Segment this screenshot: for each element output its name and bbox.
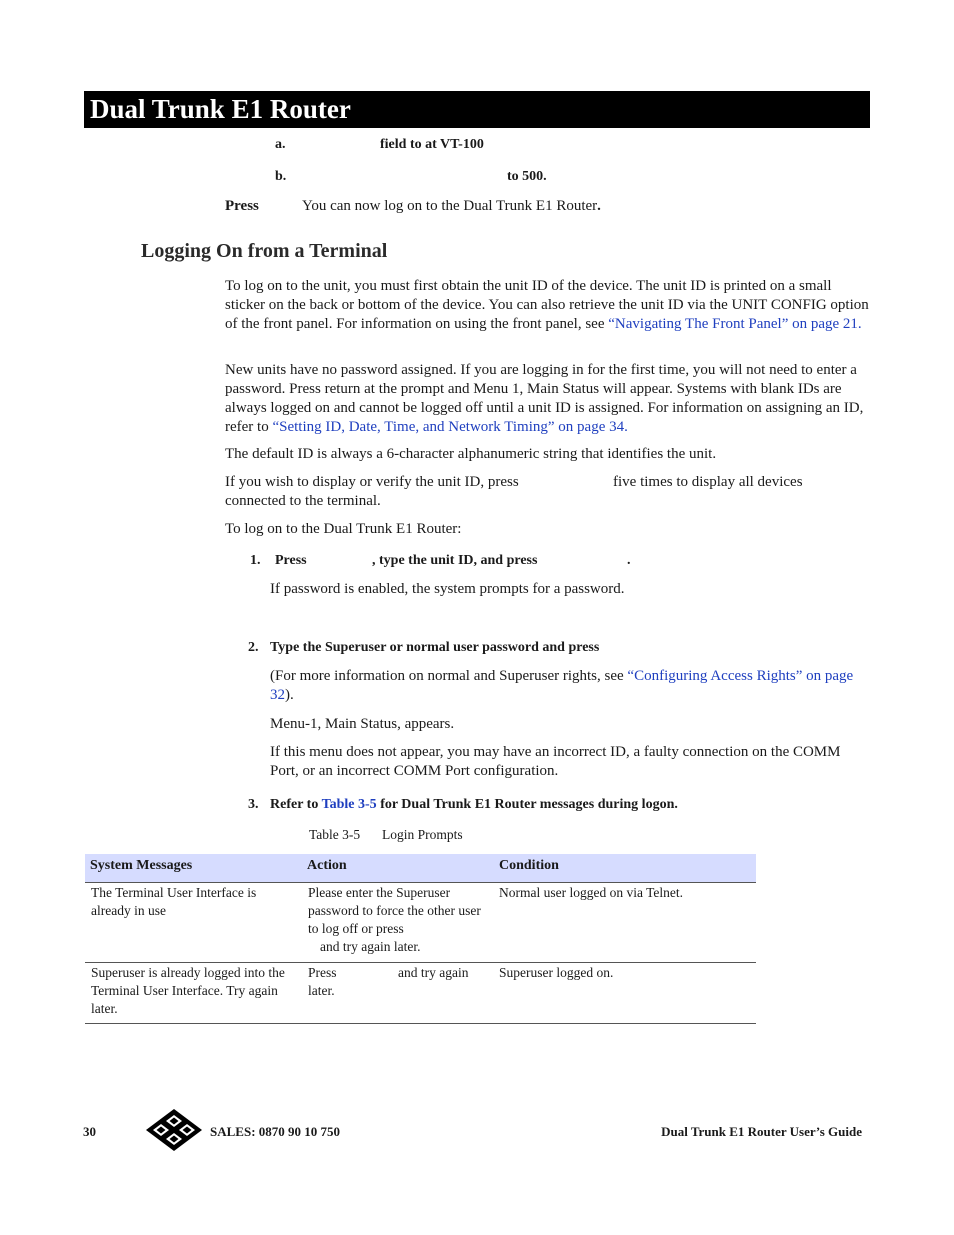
row2-message: Superuser is already logged into the Terminal User Interface. Try again later. <box>91 965 285 1016</box>
paragraph-default-id: The default ID is always a 6-character alphanumeric string that identifies the unit. <box>225 446 717 462</box>
row1-condition: Normal user logged on via Telnet. <box>499 885 684 900</box>
link-period: . <box>624 419 628 435</box>
step1-end: . <box>627 553 631 568</box>
press-line-text <box>302 197 601 216</box>
step3-number: 3. <box>248 797 259 812</box>
press-label: Press <box>225 198 259 214</box>
step1-number: 1. <box>250 553 261 568</box>
row2-action-b: and try again <box>398 965 469 980</box>
row2-action-c: later. <box>308 983 335 998</box>
link-navigating-front-panel[interactable]: “Navigating The Front Panel” on page 21 <box>608 316 858 332</box>
press-line-body: You can now log on to the Dual Trunk E1 Router <box>302 198 598 214</box>
step3-text <box>270 796 678 814</box>
step2-note-incorrect: If this menu does not appear, you may have an incorrect ID, a faulty connection on the COMM Port, or an incorrect COMM Port configuration. <box>270 744 841 779</box>
paragraph-unit-id <box>225 277 873 334</box>
row1-action-b: and try again later. <box>320 939 421 954</box>
link-period: . <box>857 316 862 332</box>
step1-press: Press <box>275 553 307 568</box>
step1-note: If password is enabled, the system prompts for a password. <box>270 581 625 597</box>
footer-guide-title: Dual Trunk E1 Router User’s Guide <box>661 1124 862 1139</box>
row2-condition: Superuser logged on. <box>499 965 614 980</box>
step2-note-access <box>270 667 870 705</box>
page-title: Dual Trunk E1 Router <box>90 94 351 124</box>
paragraph-log-on: To log on to the Dual Trunk E1 Router: <box>225 521 462 537</box>
substep-a-text: field to at VT-100 <box>380 137 484 152</box>
link-setting-id[interactable]: “Setting ID, Date, Time, and Network Timing” on page 34 <box>272 419 625 435</box>
substep-b-text: to 500. <box>507 169 547 184</box>
table-header-condition: Condition <box>499 858 559 873</box>
table-header-system-messages: System Messages <box>90 858 193 873</box>
link-table-3-5[interactable]: Table 3-5 <box>321 797 377 812</box>
note-end: ). <box>285 687 294 703</box>
step2-note-menu: Menu-1, Main Status, appears. <box>270 716 455 732</box>
step3-b: for Dual Trunk E1 Router messages during logon. <box>376 797 678 812</box>
row1-message: The Terminal User Interface is already in use <box>91 885 257 918</box>
paragraph-text: To log on to the unit, you must first obtain the unit ID of the device. The unit ID is printed on a small sticker on the back or bottom of the device. You can also retrieve the unit ID via the UNIT CONFIG option of the front panel. For information on using the front panel, see <box>225 278 869 332</box>
step1-middle: , type the unit ID, and press <box>372 553 538 568</box>
table-caption-number: Table 3-5 <box>309 827 361 842</box>
header-bar <box>84 91 870 128</box>
table-header <box>85 854 756 883</box>
substep-b-marker: b. <box>275 169 287 184</box>
black-box-logo-icon <box>146 1109 202 1151</box>
step2-number: 2. <box>248 640 259 655</box>
paragraph-text: New units have no password assigned. If you are logging in for the first time, you will not need to enter a password. Press return at the prompt and Menu 1, Main Status will appear. Systems with blank IDs are always logged on and cannot be logged off until a unit ID is assigned. For information on assigning an ID, refer to <box>225 362 864 435</box>
substep-a-marker: a. <box>275 137 286 152</box>
section-title: Logging On from a Terminal <box>141 240 388 262</box>
step3-a: Refer to <box>270 797 322 812</box>
table-header-action: Action <box>307 858 347 873</box>
press-line-period: . <box>597 198 601 214</box>
page-number: 30 <box>83 1124 96 1139</box>
row2-action-a: Press <box>308 965 337 980</box>
row1-action-a: Please enter the Superuser password to force the other user to log off or press <box>308 885 481 936</box>
paragraph-no-password <box>225 361 873 437</box>
note-text: (For more information on normal and Superuser rights, see <box>270 668 628 684</box>
table-bottom-border <box>85 1023 756 1024</box>
paragraph-verify-id-b: five times to display all devices <box>613 474 803 490</box>
link-configuring-access-rights[interactable]: “Configuring Access Rights” on page 32 <box>270 668 854 703</box>
table-caption-title: Login Prompts <box>382 827 463 842</box>
step2-text: Type the Superuser or normal user password and press <box>270 640 600 655</box>
table-row-divider <box>85 962 756 963</box>
footer-sales: SALES: 0870 90 10 750 <box>210 1124 341 1139</box>
paragraph-verify-id-c: connected to the terminal. <box>225 493 381 509</box>
paragraph-verify-id-a: If you wish to display or verify the unit ID, press <box>225 474 519 490</box>
